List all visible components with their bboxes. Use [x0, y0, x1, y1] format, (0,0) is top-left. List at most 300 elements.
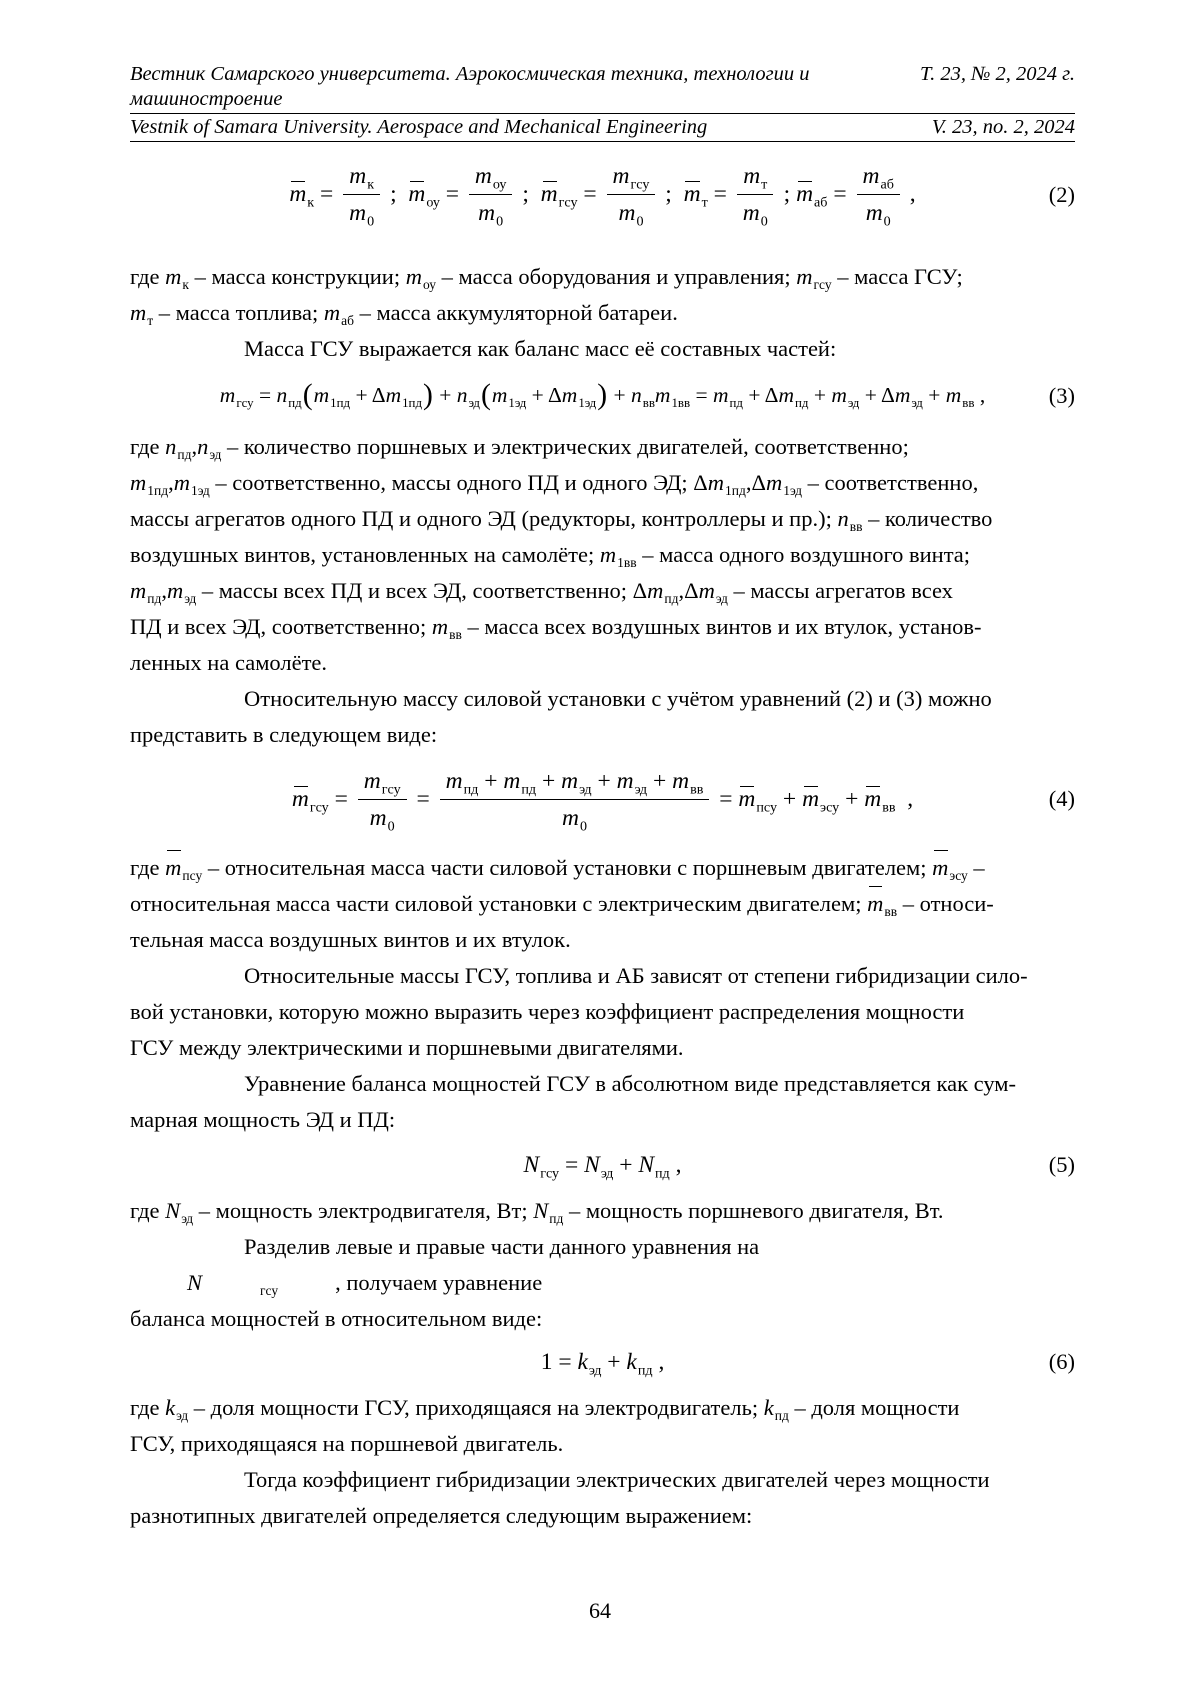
text-run: [130, 542, 600, 567]
math-fraction: [469, 160, 513, 229]
glyph: =: [707, 181, 733, 207]
glyph: где: [130, 1197, 166, 1223]
math-subscript: гсу: [813, 277, 832, 293]
glyph: – массы агрегатов всех: [727, 577, 953, 603]
math-variable: [431, 613, 462, 642]
glyph: ленных на самолёте.: [130, 649, 328, 675]
overbar-variable: m: [802, 785, 820, 812]
text-run: [153, 300, 324, 325]
glyph: ,: [903, 181, 916, 207]
glyph: m: [431, 613, 449, 639]
glyph: – доля мощности ГСУ, приходящаяся на электродвигатель;: [188, 1394, 764, 1420]
text-run: [130, 722, 437, 747]
glyph: m: [313, 383, 330, 408]
glyph: +: [608, 383, 631, 408]
glyph: – массы всех ПД и всех ЭД, соответственно; Δ: [196, 577, 648, 603]
paragraph-hybridization-degree: [130, 958, 1075, 1066]
paragraph-hybridization-coefficient-intro: [130, 1462, 1075, 1534]
glyph: m: [712, 383, 729, 408]
glyph: ,: [652, 1348, 665, 1375]
math-variable: [364, 765, 401, 797]
text-run: [130, 891, 867, 916]
text-run: [130, 1431, 563, 1456]
glyph: +: [433, 383, 457, 408]
glyph: ,Δ: [678, 577, 699, 603]
glyph: ,: [669, 1151, 682, 1178]
math-variable: [165, 433, 192, 462]
fraction-numerator: [469, 160, 513, 195]
math-variable: [932, 854, 968, 883]
math-variable: [712, 383, 743, 411]
header-line-english: [130, 115, 1075, 142]
math-variable: [837, 505, 863, 534]
math-variable: [165, 854, 203, 883]
math-subscript: эсу: [820, 799, 840, 816]
text-run: [597, 381, 607, 411]
text-line: [130, 850, 1075, 886]
text-line: [130, 1102, 1075, 1138]
text-run: [434, 383, 457, 408]
glyph: n: [630, 383, 642, 408]
glyph: ): [597, 379, 608, 411]
math-subscript: пд: [463, 781, 479, 798]
math-subscript: эд: [600, 1165, 614, 1182]
math-subscript: 1эд: [578, 396, 597, 411]
math-variable: [831, 383, 860, 411]
text-line: [130, 259, 1075, 295]
text-run: [130, 1395, 165, 1420]
math-variable: [349, 197, 374, 229]
formula-3-expression: [220, 381, 985, 411]
paragraph-power-share-definitions: [130, 1390, 1075, 1462]
glyph: Разделив левые и правые части данного уравнения на: [244, 1233, 765, 1259]
glyph: n: [197, 433, 209, 459]
math-subscript: 1вв: [671, 396, 691, 411]
text-line: [130, 537, 1075, 573]
text-run: [541, 1349, 578, 1376]
glyph: тельная масса воздушных винтов и их втулок.: [130, 926, 571, 952]
math-variable: [475, 160, 507, 192]
paragraph-power-balance-intro: [130, 1066, 1075, 1138]
text-run: [578, 181, 603, 208]
text-run: [670, 1152, 682, 1179]
math-subscript: эд: [184, 590, 197, 606]
text-run: [411, 786, 436, 813]
glyph: , получаем уравнение: [335, 1269, 543, 1295]
glyph: m: [130, 577, 147, 603]
glyph: +: [777, 785, 803, 812]
glyph: ,Δ: [745, 469, 766, 495]
text-line: [130, 886, 1075, 922]
glyph: марная мощность ЭД и ПД:: [130, 1106, 396, 1132]
glyph: +: [478, 767, 504, 794]
math-variable: [638, 1151, 670, 1182]
math-subscript: 1эд: [190, 482, 210, 498]
text-run: [679, 578, 699, 603]
glyph: вой установки, которую можно выразить через коэффициент распределения мощности: [130, 998, 965, 1024]
math-variable: [491, 383, 527, 411]
math-variable: [478, 197, 503, 229]
text-run: [968, 855, 985, 880]
glyph: Относительную массу силовой установки с учётом уравнений (2) и (3) можно: [244, 685, 992, 711]
math-subscript: эд: [468, 396, 480, 411]
glyph: m: [369, 804, 387, 831]
glyph: k: [763, 1394, 774, 1420]
text-run: [130, 1107, 395, 1132]
math-variable: [130, 469, 169, 498]
overbar-variable: m: [738, 785, 756, 812]
text-run: [278, 1270, 542, 1295]
text-run: [859, 383, 895, 408]
math-subscript: эд: [181, 1210, 194, 1226]
glyph: k: [626, 1348, 637, 1375]
overbar-variable: m: [932, 850, 948, 886]
glyph: m: [742, 200, 760, 226]
math-subscript: гсу: [236, 396, 254, 411]
text-line: [130, 717, 1075, 753]
glyph: (: [302, 379, 313, 411]
math-subscript: аб: [880, 176, 894, 193]
glyph: – соответственно, массы одного ПД и одного ЭД; Δ: [209, 469, 708, 495]
text-line: [130, 609, 1075, 645]
math-subscript: т: [701, 194, 708, 211]
glyph: m: [831, 383, 847, 408]
fraction-denominator: [343, 195, 380, 229]
text-line: [130, 958, 1075, 994]
text-run: [350, 383, 386, 408]
glyph: m: [474, 163, 492, 189]
glyph: где: [130, 264, 166, 289]
math-subscript: 1эд: [508, 396, 527, 411]
text-run: [832, 264, 963, 289]
glyph: m: [561, 383, 578, 408]
math-fraction: [343, 160, 380, 229]
math-variable: [802, 785, 840, 816]
math-variable: [613, 160, 650, 192]
fraction-numerator: [607, 160, 656, 195]
paragraph-gsu-mass-balance-intro: [130, 331, 1075, 367]
math-subscript: пд: [795, 396, 809, 411]
math-variable: [456, 383, 480, 411]
text-run: [653, 1349, 665, 1376]
glyph: +: [601, 1348, 627, 1375]
page-number: 64: [589, 1598, 611, 1623]
glyph: n: [276, 383, 288, 408]
glyph: m: [166, 577, 184, 603]
math-variable: [405, 264, 436, 293]
glyph: ГСУ между электрическими и поршневыми двигателями.: [130, 1034, 684, 1060]
math-fraction: [440, 765, 710, 834]
math-variable: [561, 765, 591, 797]
text-run: [728, 578, 953, 603]
text-run: [559, 1152, 584, 1179]
math-fraction: [857, 160, 900, 229]
math-subscript: пд: [729, 396, 743, 411]
text-line: [130, 922, 1075, 958]
math-variable: [626, 1348, 653, 1379]
glyph: n: [837, 505, 849, 531]
math-subscript: 1пд: [725, 482, 746, 498]
text-line: [130, 295, 1075, 331]
glyph: m: [707, 469, 725, 495]
math-variable: [323, 300, 354, 329]
glyph: +: [922, 383, 946, 408]
glyph: – масса топлива;: [153, 300, 324, 325]
text-run: [827, 181, 852, 208]
math-variable: [577, 1348, 602, 1379]
glyph: =: [253, 383, 277, 408]
glyph: m: [945, 383, 962, 408]
fraction-numerator: [737, 160, 773, 195]
math-subscript: 0: [636, 213, 644, 230]
text-run: [862, 506, 992, 531]
text-line: [130, 465, 1075, 501]
text-run: [130, 927, 571, 952]
glyph: m: [385, 383, 402, 408]
math-subscript: вв: [449, 626, 462, 642]
glyph: – мощность электродвигателя, Вт;: [193, 1197, 534, 1223]
glyph: =: [328, 785, 354, 812]
glyph: m: [323, 300, 341, 325]
math-subscript: вв: [882, 799, 896, 816]
glyph: m: [654, 383, 671, 408]
glyph: +: [536, 767, 562, 794]
math-fraction: [607, 160, 656, 229]
overbar-variable: m: [289, 181, 307, 207]
text-run: [896, 786, 914, 813]
text-run: [187, 686, 992, 711]
math-variable: [165, 1394, 189, 1423]
text-run: [440, 181, 465, 208]
math-variable: [533, 1197, 564, 1226]
math-variable: [945, 383, 975, 411]
text-run: [974, 383, 985, 408]
glyph: N: [523, 1151, 540, 1178]
glyph: m: [363, 767, 381, 794]
text-run: [130, 1198, 165, 1223]
glyph: m: [405, 264, 422, 289]
text-run: [354, 300, 678, 325]
text-run: [659, 181, 683, 208]
math-variable: [617, 765, 647, 797]
glyph: N: [533, 1197, 549, 1223]
formula-2: [130, 160, 1075, 229]
text-run: [536, 765, 561, 797]
math-variable: [672, 765, 703, 797]
glyph: – масса одного воздушного винта;: [636, 541, 971, 567]
glyph: m: [612, 163, 630, 189]
glyph: N: [165, 1197, 181, 1223]
glyph: – масса ГСУ;: [831, 264, 963, 289]
glyph: =: [439, 181, 465, 207]
glyph: m: [165, 264, 182, 289]
glyph: m: [173, 469, 190, 495]
text-run: [187, 963, 1028, 988]
formula-3-number: (3): [1048, 382, 1075, 408]
formula-3: [130, 381, 1075, 411]
math-variable: [349, 160, 374, 192]
journal-title-english: Vestnik of Samara University. Aerospace and Mechanical Engineering: [130, 116, 708, 138]
glyph: m: [130, 300, 147, 325]
math-variable: [197, 433, 222, 462]
text-run: [789, 1395, 960, 1420]
overbar-variable: m: [864, 785, 882, 812]
glyph: m: [698, 577, 715, 603]
text-run: [187, 1234, 765, 1259]
text-run: [423, 381, 433, 411]
text-line: [130, 681, 1075, 717]
glyph: – масса всех воздушных винтов и их втулок, установ-: [461, 613, 982, 639]
glyph: m: [616, 767, 634, 794]
math-variable: [765, 469, 802, 498]
glyph: m: [778, 383, 795, 408]
text-run: [777, 786, 802, 813]
glyph: m: [796, 264, 813, 289]
text-run: [130, 264, 165, 289]
glyph: +: [808, 383, 832, 408]
glyph: + Δ: [859, 383, 895, 408]
overbar-variable: m: [867, 886, 883, 922]
text-line: [130, 1390, 1075, 1426]
glyph: m: [130, 469, 147, 495]
glyph: – масса оборудования и управления;: [435, 264, 797, 289]
math-variable: [599, 541, 637, 570]
math-variable: [408, 181, 440, 211]
glyph: =: [559, 1151, 585, 1178]
glyph: =: [577, 181, 603, 207]
formula-2-number: (2): [1048, 181, 1075, 207]
math-variable: [647, 577, 679, 606]
overbar-variable: m: [408, 181, 426, 207]
text-run: [130, 506, 837, 531]
fraction-denominator: [472, 195, 509, 229]
math-subscript: оу: [492, 176, 507, 193]
math-variable: [165, 1197, 194, 1226]
text-line: [130, 1462, 1075, 1498]
journal-title-russian: Вестник Самарского университета. Аэрокосмическая техника, технологии и машиностроение: [130, 63, 810, 110]
math-subscript: пд: [147, 590, 162, 606]
glyph: 1 =: [540, 1348, 578, 1375]
glyph: Относительные массы ГСУ, топлива и АБ зависят от степени гибридизации сило-: [244, 962, 1028, 988]
text-run: [436, 264, 796, 289]
math-variable: [130, 1269, 279, 1298]
math-subscript: аб: [341, 313, 354, 329]
math-subscript: 0: [387, 818, 395, 835]
math-subscript: оу: [422, 277, 436, 293]
math-subscript: гсу: [309, 799, 329, 816]
math-subscript: пд: [774, 1407, 789, 1423]
text-run: [808, 383, 831, 408]
formula-6: [130, 1348, 1075, 1379]
glyph: m: [561, 804, 579, 831]
glyph: m: [672, 767, 690, 794]
text-run: [196, 578, 647, 603]
math-subscript: 0: [883, 213, 891, 230]
math-variable: [743, 160, 767, 192]
math-subscript: вв: [849, 518, 863, 534]
glyph: m: [349, 200, 367, 226]
glyph: (: [480, 379, 491, 411]
paragraph-power-definitions: [130, 1193, 1075, 1229]
math-subscript: эд: [911, 396, 923, 411]
header-line-russian: [130, 62, 1075, 114]
math-subscript: к: [367, 176, 375, 193]
glyph: ,: [191, 433, 198, 459]
math-subscript: 0: [367, 213, 375, 230]
math-subscript: гсу: [630, 176, 650, 193]
math-variable: [173, 469, 210, 498]
text-run: [563, 1198, 943, 1223]
math-variable: [130, 300, 154, 329]
text-run: [601, 1349, 626, 1376]
math-subscript: псу: [756, 799, 778, 816]
volume-issue-english: V. 23, no. 2, 2024: [931, 116, 1075, 138]
math-subscript: гсу: [558, 194, 578, 211]
math-variable: [540, 181, 578, 211]
math-variable: [654, 383, 691, 411]
text-line: [130, 645, 1075, 681]
formula-6-expression: [540, 1348, 665, 1379]
text-line: [130, 1193, 1075, 1229]
fraction-numerator: [440, 765, 710, 800]
math-variable: [867, 890, 898, 919]
glyph: ,: [974, 383, 986, 408]
formula-6-number: (6): [1048, 1349, 1075, 1375]
formula-5-expression: [523, 1151, 682, 1182]
math-fraction: [737, 160, 774, 229]
glyph: m: [743, 163, 761, 189]
math-subscript: пд: [521, 781, 537, 798]
math-variable: [778, 383, 809, 411]
glyph: воздушных винтов, установленных на самолёте;: [130, 541, 600, 567]
glyph: массы агрегатов одного ПД и одного ЭД (редукторы, контроллеры и пр.);: [130, 505, 838, 531]
glyph: +: [591, 767, 617, 794]
glyph: ;: [777, 181, 797, 207]
math-variable: [707, 469, 746, 498]
math-variable: [796, 264, 832, 293]
glyph: m: [862, 163, 880, 189]
math-subscript: эд: [847, 396, 860, 411]
math-variable: [446, 765, 479, 797]
text-run: [130, 614, 432, 639]
text-run: [897, 891, 994, 916]
math-variable: [618, 197, 643, 229]
math-subscript: 1эд: [783, 482, 802, 498]
text-line: [130, 994, 1075, 1030]
fraction-denominator: [737, 195, 774, 229]
text-run: [647, 765, 672, 797]
overbar-variable: m: [291, 785, 309, 812]
text-run: [187, 1467, 990, 1492]
glyph: N: [584, 1151, 600, 1178]
glyph: k: [165, 1394, 176, 1420]
math-subscript: к: [182, 277, 189, 293]
paragraph-relative-mass-intro: [130, 681, 1075, 753]
text-line: [130, 501, 1075, 537]
math-variable: [864, 785, 896, 816]
math-subscript: эд: [176, 1407, 189, 1423]
formula-4: [130, 765, 1075, 834]
volume-issue-russian: Т. 23, № 2, 2024 г.: [919, 63, 1075, 85]
glyph: m: [894, 383, 911, 408]
glyph: где: [130, 433, 166, 459]
math-subscript: аб: [814, 194, 828, 211]
text-run: [303, 381, 313, 411]
glyph: n: [165, 433, 177, 459]
text-run: [130, 855, 165, 880]
overbar-variable: m: [540, 181, 558, 207]
math-variable: [683, 181, 708, 211]
